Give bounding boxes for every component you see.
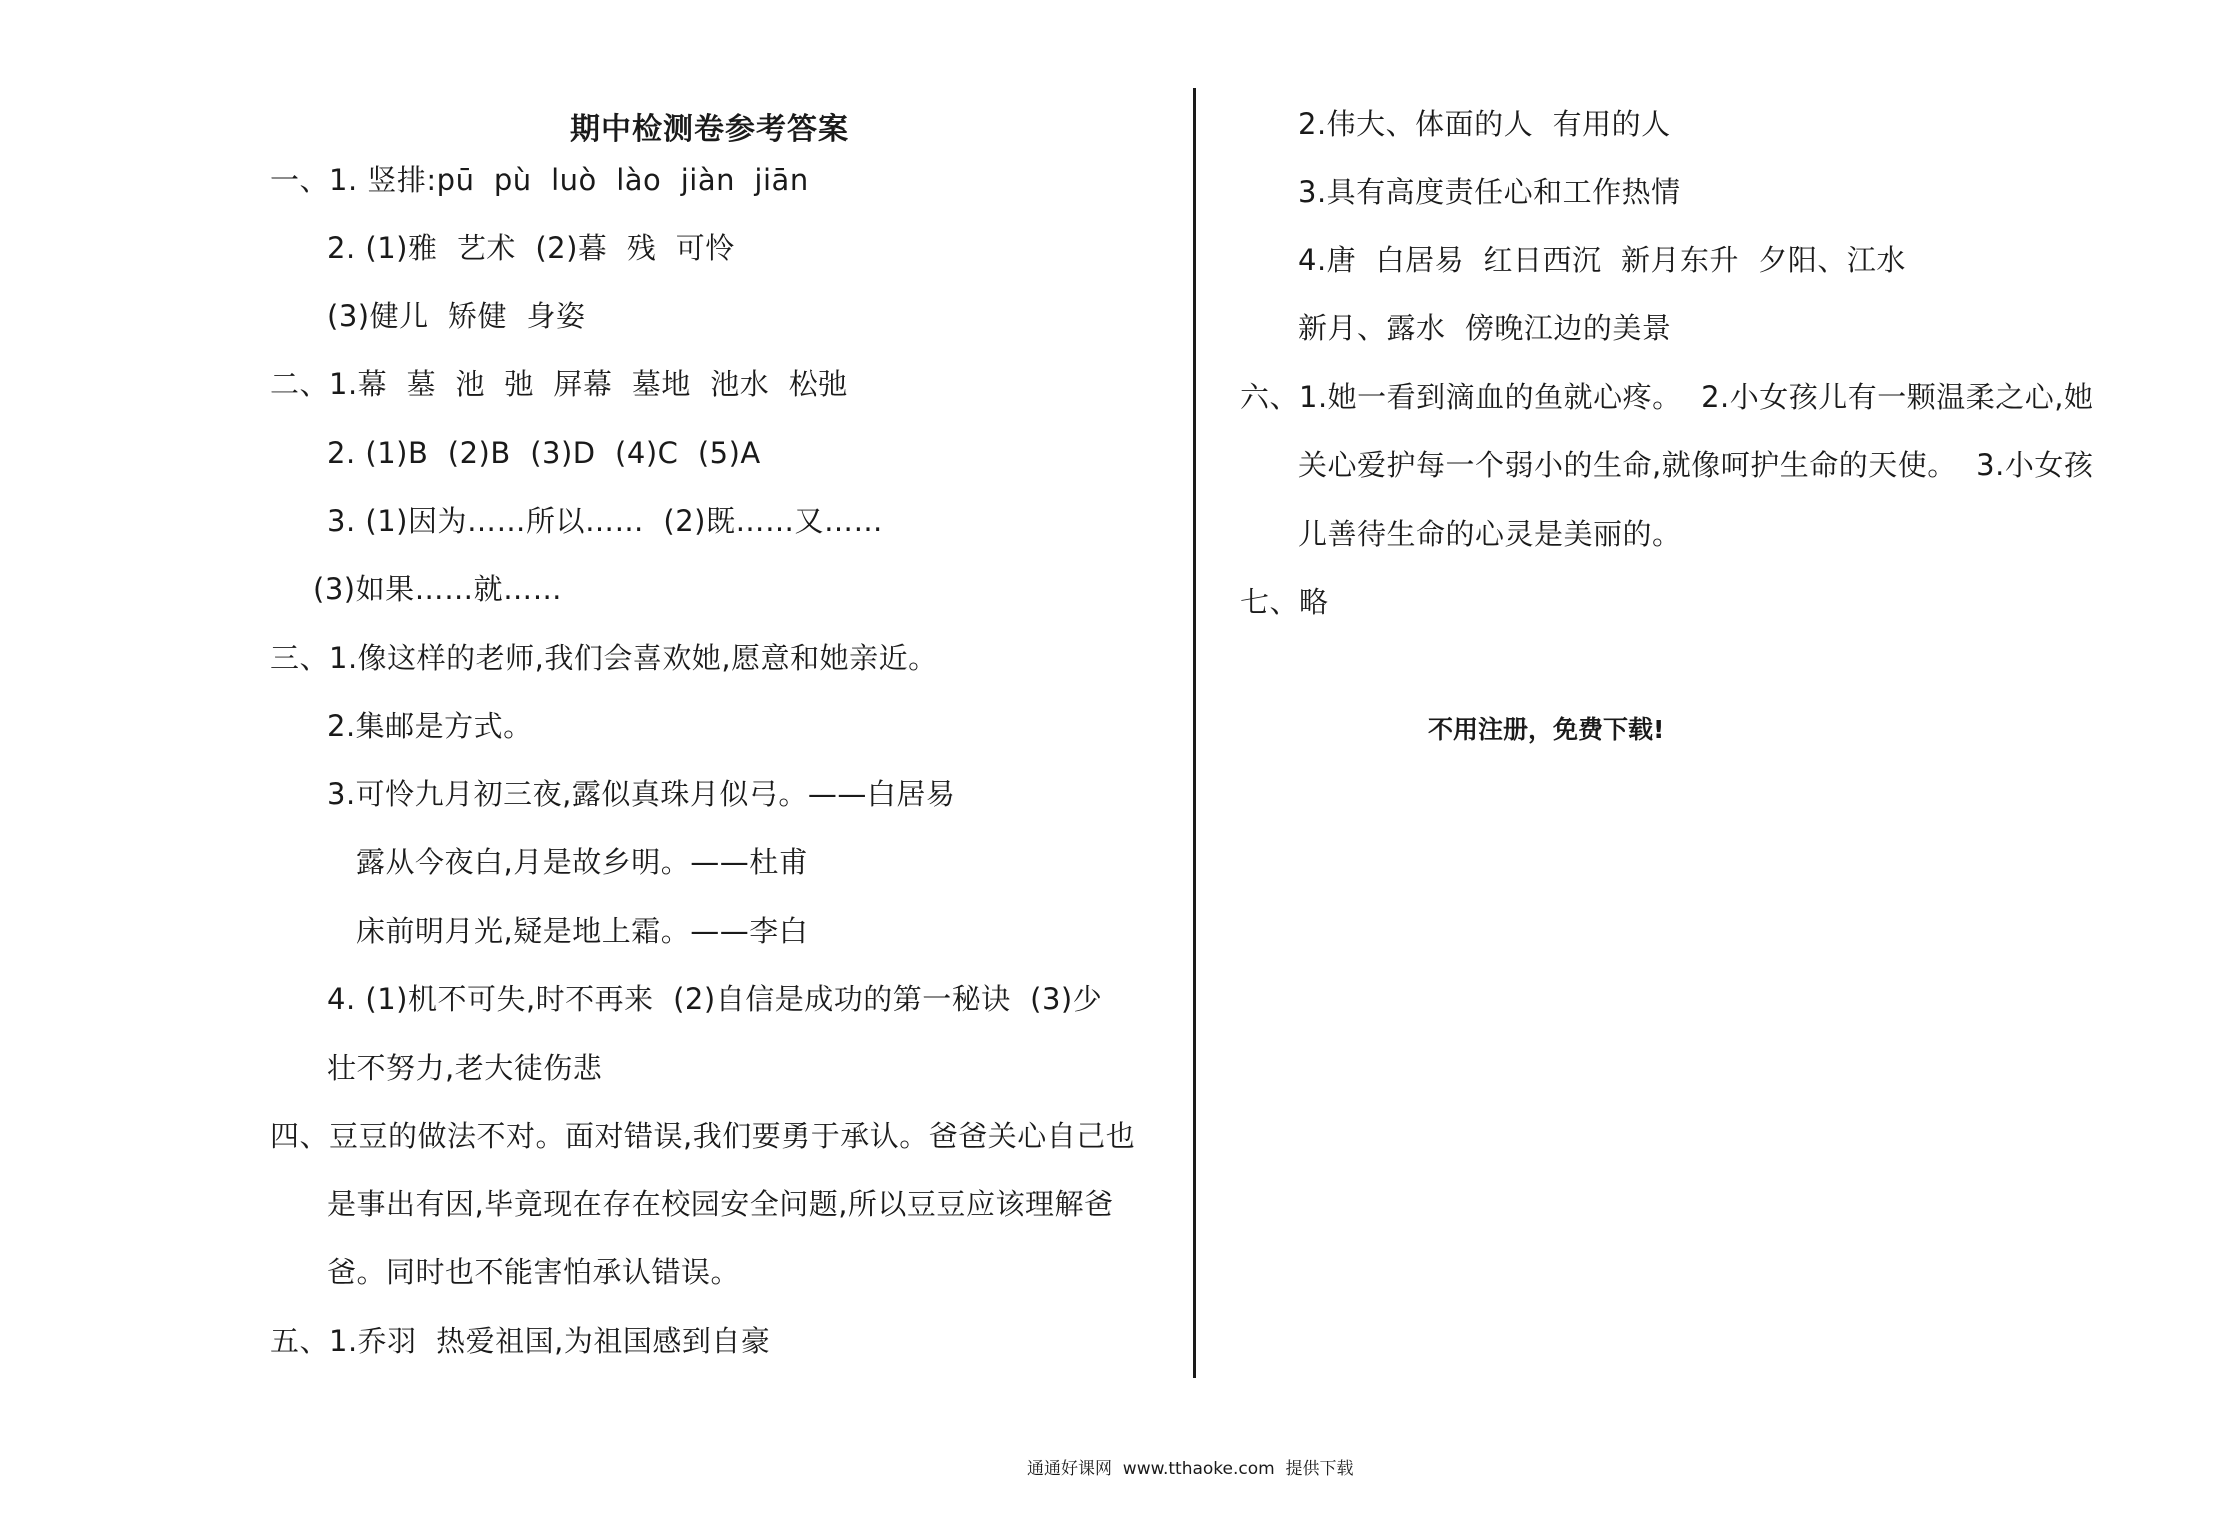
- answer-line: 四、豆豆的做法不对。面对错误,我们要勇于承认。爸爸关心自己也: [270, 1119, 1136, 1153]
- answer-line: 露从今夜白,月是故乡明。——杜甫: [356, 845, 809, 879]
- answer-line: 爸。同时也不能害怕承认错误。: [327, 1255, 741, 1289]
- answer-line: 六、1.她一看到滴血的鱼就心疼。 2.小女孩儿有一颗温柔之心,她: [1240, 380, 2094, 414]
- answer-line: (3)健儿 矫健 身姿: [327, 299, 586, 333]
- answer-line: 3.具有高度责任心和工作热情: [1298, 175, 1681, 209]
- column-divider: [1193, 88, 1196, 1378]
- answer-line: 4.唐 白居易 红日西沉 新月东升 夕阳、江水: [1298, 243, 1906, 277]
- answer-line: 床前明月光,疑是地上霜。——李白: [356, 914, 809, 948]
- free-download-notice: 不用注册，免费下载!: [1428, 715, 1665, 744]
- answer-line: 是事出有因,毕竟现在存在校园安全问题,所以豆豆应该理解爸: [327, 1187, 1114, 1221]
- answer-line: 五、1.乔羽 热爱祖国,为祖国感到自豪: [270, 1324, 771, 1358]
- answer-line: 二、1.幕 墓 池 弛 屏幕 墓地 池水 松弛: [270, 367, 848, 401]
- answer-line: 2. (1)B (2)B (3)D (4)C (5)A: [327, 436, 761, 470]
- answer-line: 2.伟大、体面的人 有用的人: [1298, 107, 1671, 141]
- answer-line: 壮不努力,老大徒伤悲: [327, 1051, 603, 1085]
- answer-line: 3. (1)因为……所以…… (2)既……又……: [327, 504, 883, 538]
- answer-line: 2.集邮是方式。: [327, 709, 533, 743]
- answer-line: 七、略: [1240, 585, 1329, 619]
- answer-line: 三、1.像这样的老师,我们会喜欢她,愿意和她亲近。: [270, 641, 938, 675]
- answer-line: 3.可怜九月初三夜,露似真珠月似弓。——白居易: [327, 777, 956, 811]
- answer-line: 一、1. 竖排:pū pù luò lào jiàn jiān: [270, 163, 809, 197]
- page-title: 期中检测卷参考答案: [570, 112, 849, 147]
- answer-line: 新月、露水 傍晚江边的美景: [1298, 311, 1672, 345]
- answer-line: 关心爱护每一个弱小的生命,就像呵护生命的天使。 3.小女孩: [1298, 448, 2094, 482]
- answer-line: 2. (1)雅 艺术 (2)暮 残 可怜: [327, 231, 735, 265]
- page-footer: 通通好课网 www.tthaoke.com 提供下载: [1027, 1459, 1354, 1479]
- answer-line: 儿善待生命的心灵是美丽的。: [1298, 517, 1682, 551]
- answer-line: (3)如果……就……: [313, 572, 563, 606]
- answer-line: 4. (1)机不可失,时不再来 (2)自信是成功的第一秘诀 (3)少: [327, 982, 1103, 1016]
